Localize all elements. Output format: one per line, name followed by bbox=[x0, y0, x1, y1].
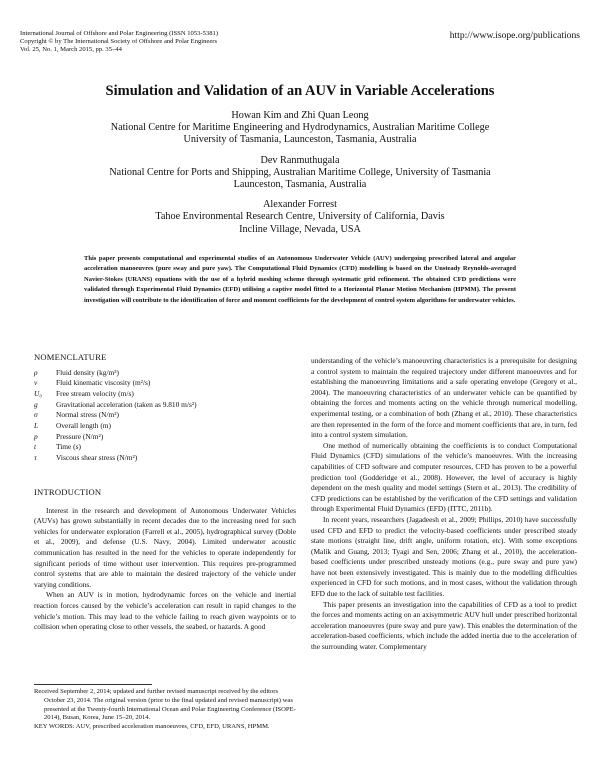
left-column bbox=[34, 352, 296, 464]
abstract: This paper presents computational and experimental studies of an Autonomous Underwater Vehicle (AUV) undergoing prescribed lateral and angular acceleration manoeuvres (pure sway and pure yaw). The Computational Fluid Dynamics (CFD) modelling is based on the Unsteady Reynolds-averaged Navier-Stokes (URANS) equations with the use of a hybrid meshing scheme through systematic grid refinement. The obtained CFD predictions were validated through Experimental Fluid Dynamics (EFD) utilising a captive model fitted to a Horizontal Planar Motion Mechanism (HPMM). The present investigation will contribute to the identification of force and moment coefficients for the development of control system algorithms for underwater vehicles. bbox=[84, 255, 516, 304]
author-group bbox=[0, 110, 600, 147]
symbol: ρ bbox=[34, 367, 38, 377]
definition: Pressure (N/m²) bbox=[56, 431, 104, 441]
author-block bbox=[0, 110, 600, 244]
footnote-rule bbox=[34, 684, 152, 685]
affiliation-line: Launceston, Tasmania, Australia bbox=[233, 179, 367, 191]
journal-line: International Journal of Offshore and Polar Engineering (ISSN 1053-5381) bbox=[20, 30, 219, 37]
author-group bbox=[0, 199, 600, 236]
definition: Gravitational acceleration (taken as 9.810 m/s²) bbox=[56, 399, 197, 409]
definition: Fluid density (kg/m³) bbox=[56, 367, 119, 377]
nomenclature-row bbox=[34, 442, 296, 453]
body-paragraph: understanding of the vehicle’s manoeuvring characteristics is a prerequisite for designing a control system to maintain the required trajectory under different manoeuvres and for establishing the manoeuvring limitations and a safe operating envelope (Gregory et al., 2004). The manoeuvring characteristics of an underwater vehicle can be quantified by obtaining the forces and moments acting on the vehicle through numerical modelling, experimental testing, or a combination of both (Zhang et al., 2010). These characteristics are then represented in the form of the force and moment coefficients that are, in turn, fed into a control system simulation. bbox=[311, 356, 577, 440]
nomenclature-row bbox=[34, 432, 296, 443]
author-names: Dev Ranmuthugala bbox=[260, 154, 340, 166]
body-paragraph: When an AUV is in motion, hydrodynamic forces on the vehicle and inertial reaction forces caused by the vehicle’s acceleration can result in rapid changes to the vehicle’s motion. This may lead to the vehicle failing to reach given waypoints or to collision when operating close to other vessels, the seabed, or hazards. A good bbox=[34, 590, 296, 632]
received-note: Received September 2, 2014; updated and further revised manuscript received by the editors October 23, 2014. The original version (prior to the final updated and revised manuscript) was presented at the Twenty-fourth International Ocean and Polar Engineering Conference (ISOPE-2014), Busan, Korea, June 15–20, 2014. bbox=[34, 688, 296, 722]
nomenclature-row bbox=[34, 410, 296, 421]
nomenclature-table bbox=[34, 368, 296, 464]
body-paragraph: This paper presents an investigation into the capabilities of CFD as a tool to predict the forces and moments acting on an axisymmetric AUV hull under prescribed horizontal acceleration manoeuvres (pure sway and pure yaw). This enables the determination of the acceleration-based coefficients, which include the added inertia due to the acceleration of the surrounding water. Complementary bbox=[311, 599, 577, 652]
definition: Time (s) bbox=[56, 442, 81, 452]
nomenclature-row bbox=[34, 368, 296, 379]
nomenclature-row bbox=[34, 389, 296, 400]
journal-line: Vol. 25, No. 1, March 2015, pp. 35–44 bbox=[20, 46, 122, 54]
body-paragraph: In recent years, researchers (Jagadeesh et al., 2009; Phillips, 2010) have successfully used CFD and EFD to predict the velocity-based coefficients under prescribed steady state motions (straight line, drift angle, uniform rotation, etc). With some exceptions (Malik and Guang, 2013; Tyagi and Sen, 2006; Zhang et al., 2010), the acceleration-based coefficients under prescribed unsteady motions (e.g., pure sway and pure yaw) have not been extensively investigated. This is mainly due to the modelling difficulties experienced in CFD for such motions, and in most cases, without the validation through EFD due to the lack of suitable test facilities. bbox=[311, 514, 577, 599]
symbol: ν bbox=[34, 378, 38, 388]
definition: Viscous shear stress (N/m²) bbox=[56, 453, 138, 463]
definition: Fluid kinematic viscosity (m²/s) bbox=[56, 378, 151, 388]
affiliation-line: National Centre for Ports and Shipping, Australian Maritime College, University of Tasmania bbox=[109, 166, 491, 178]
affiliation-line: National Centre for Maritime Engineering and Hydrodynamics, Australian Maritime College bbox=[110, 122, 490, 134]
footnote bbox=[34, 684, 296, 732]
publications-link[interactable]: http://www.isope.org/publications bbox=[449, 30, 580, 41]
introduction-heading: INTRODUCTION bbox=[34, 487, 102, 497]
journal-header bbox=[20, 30, 218, 55]
body-paragraph: Interest in the research and development of Autonomous Underwater Vehicles (AUVs) has grown substantially in recent decades due to the increasing need for such vehicles for underwater exploration (Farrell et al., 2005), hydrographical survey (Doble et al., 2009), and defense (U.S. Navy, 2004). Limited underwater acoustic communication has resulted in the need for the vehicles to operate independently for significant periods of time without user intervention. This requires pre-programmed control systems that are able to maintain the desired trajectory of the vehicle under varying conditions. bbox=[34, 505, 296, 589]
keywords: KEY WORDS: AUV, prescribed acceleration manoeuvres, CFD, EFD, URANS, HPMM. bbox=[34, 723, 270, 731]
symbol: g bbox=[34, 399, 38, 409]
right-column bbox=[311, 356, 577, 653]
nomenclature-heading: NOMENCLATURE bbox=[34, 352, 107, 362]
definition: Normal stress (N/m²) bbox=[56, 410, 119, 420]
definition: Overall length (m) bbox=[56, 421, 112, 431]
author-group bbox=[0, 155, 600, 192]
nomenclature-row bbox=[34, 400, 296, 411]
nomenclature-row bbox=[34, 453, 296, 464]
nomenclature-row bbox=[34, 421, 296, 432]
author-names: Howan Kim and Zhi Quan Leong bbox=[231, 110, 369, 121]
body-paragraph: One method of numerically obtaining the coefficients is to conduct Computational Fluid Dynamics (CFD) simulations of the vehicle’s manoeuvres. With the increasing capabilities of CFD software and computer resources, CFD has proven to be a powerful prediction tool (Godderidge et al., 2008). However, the level of accuracy is highly dependent on the mesh quality and model settings (Stern et al., 2013). The credibility of CFD predictions can be established by the verification of the CFD settings and validation through Experimental Fluid Dynamics (EFD) (ITTC, 2011b). bbox=[311, 440, 577, 514]
affiliation-line: Tahoe Environmental Research Centre, University of California, Davis bbox=[155, 211, 445, 223]
symbol: p bbox=[34, 431, 38, 441]
symbol: t bbox=[34, 442, 37, 452]
symbol: τ bbox=[34, 453, 37, 463]
affiliation-line: University of Tasmania, Launceston, Tasmania, Australia bbox=[183, 134, 417, 146]
paper-title: Simulation and Validation of an AUV in Variable Accelerations bbox=[105, 83, 495, 99]
symbol: L bbox=[34, 421, 39, 431]
symbol: U₀ bbox=[34, 388, 42, 398]
nomenclature-row bbox=[34, 378, 296, 389]
definition: Free stream velocity (m/s) bbox=[56, 388, 134, 398]
symbol: σ bbox=[34, 410, 38, 420]
journal-line: Copyright © by The International Society of Offshore and Polar Engineers bbox=[20, 38, 218, 46]
affiliation-line: Incline Village, Nevada, USA bbox=[239, 223, 361, 235]
author-names: Alexander Forrest bbox=[263, 199, 337, 211]
introduction-section bbox=[34, 487, 296, 633]
